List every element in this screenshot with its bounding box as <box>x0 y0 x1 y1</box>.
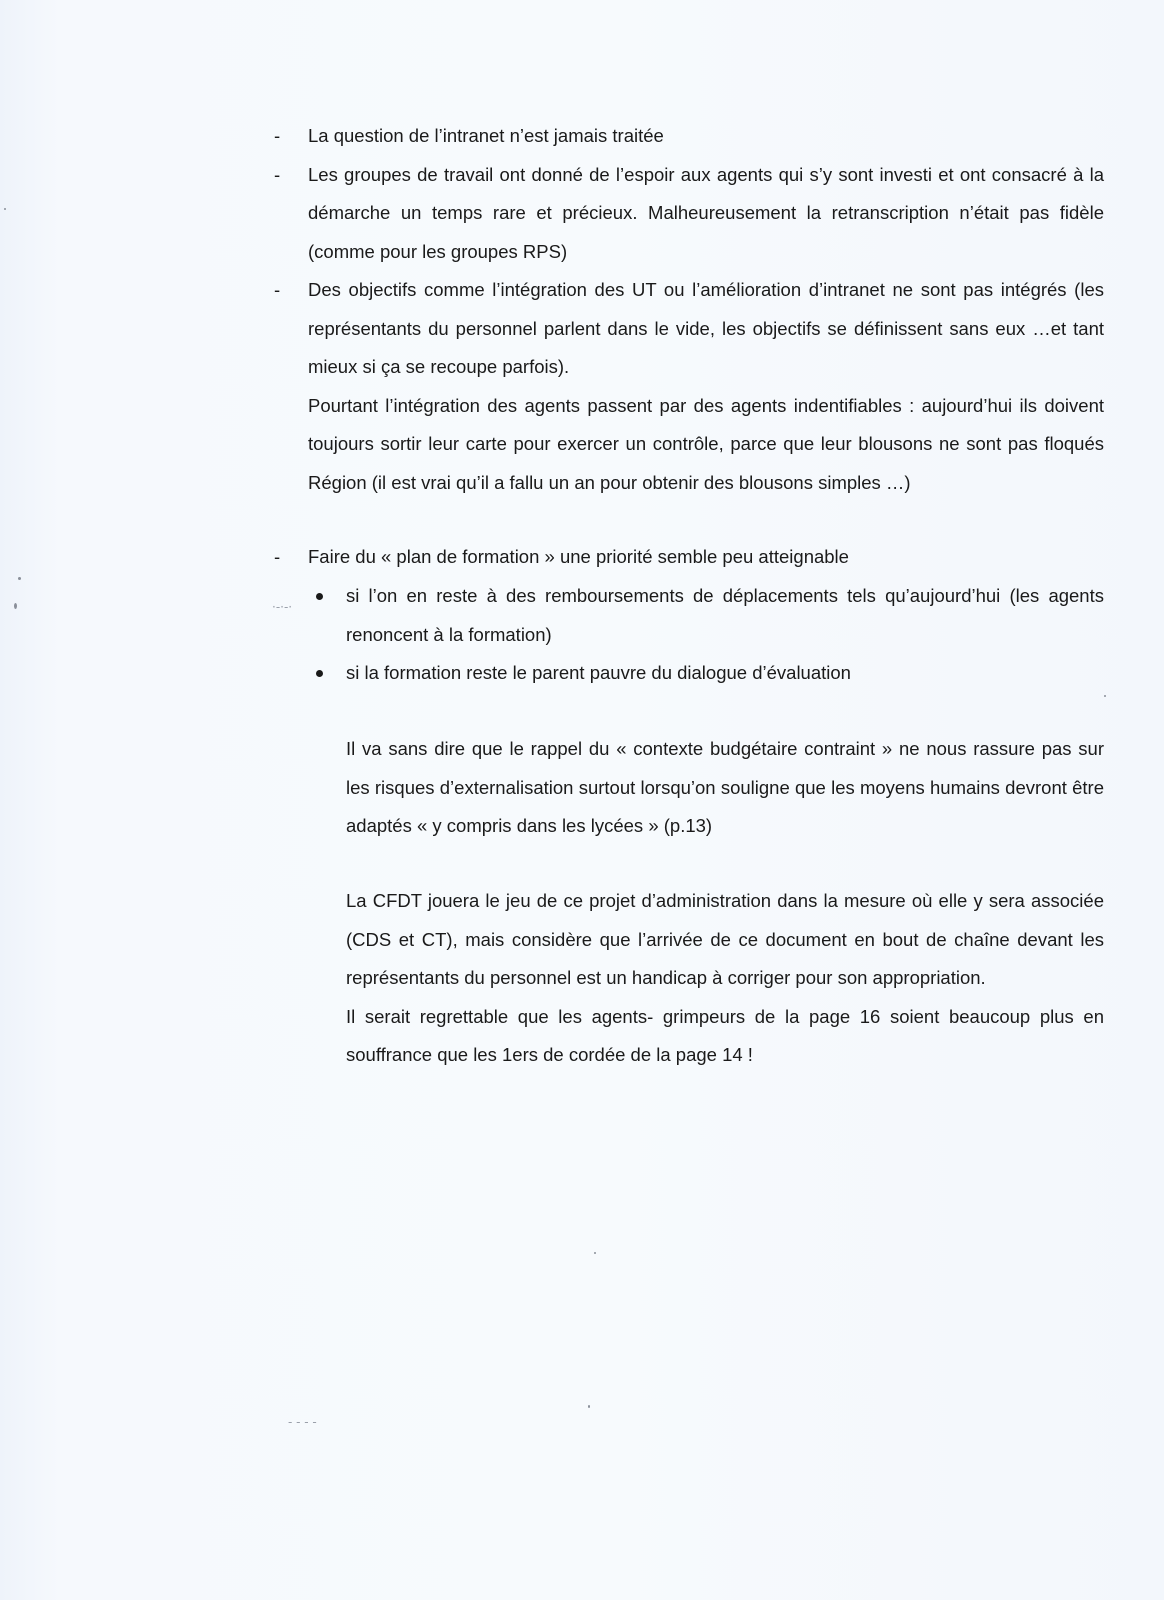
bullet-text-remboursements: si l’on en reste à des remboursements de déplacements tels qu’aujourd’hui (les agents renoncent à la formation) <box>346 585 1104 645</box>
dash-item-objectifs: - Des objectifs comme l’intégration des UT ou l’amélioration d’intranet ne sont pas intégrés (les représentants du personnel parlent dans le vide, les objectifs se définissent sans eux …et tant mieux si ça se recoupe parfois). <box>308 271 1104 387</box>
bullet-text-parent-pauvre: si la formation reste le parent pauvre du dialogue d’évaluation <box>346 662 851 683</box>
bullet-item-parent-pauvre <box>346 654 1104 693</box>
paragraph-integration-agents: Pourtant l’intégration des agents passent par des agents indentifiables : aujourd’hui ils doivent toujours sortir leur carte pour exercer un contrôle, parce que leur blousons ne sont pas floqués Région (il est vrai qu’il a fallu un an pour obtenir des blousons simples …) <box>308 394 1104 493</box>
paragraph-cfdt-text: La CFDT jouera le jeu de ce projet d’administration dans la mesure où elle y sera associée (CDS et CT), mais considère que l’arrivée de ce document en bout de chaîne devant les représentants du personnel est un handicap à corriger pour son appropriation. <box>346 890 1104 988</box>
scan-speck <box>4 208 6 210</box>
dash-list-2 <box>308 538 1104 577</box>
scan-speck <box>1104 695 1106 697</box>
paragraph-closing-text: Il serait regrettable que les agents- grimpeurs de la page 16 soient beaucoup plus en souffrance que les 1ers de cordée de la page 14 ! <box>346 1005 1104 1065</box>
bullet-dot <box>316 593 323 600</box>
bullet-item-remboursements <box>346 577 1104 654</box>
scan-speck <box>594 1252 596 1254</box>
bullet-list-formation <box>346 577 1104 693</box>
scan-speck <box>588 1405 590 1408</box>
scan-smudge: ·-·-· <box>272 600 293 614</box>
paragraph-budget <box>346 730 1104 846</box>
scan-smudge: - - - - <box>288 1415 317 1429</box>
dash-item-plan-formation: - Faire du « plan de formation » une priorité semble peu atteignable <box>308 538 1104 577</box>
paragraph-cfdt <box>346 882 1104 1075</box>
scan-speck <box>18 577 21 580</box>
dash-list-1 <box>308 117 1104 502</box>
bullet-dot <box>316 670 323 677</box>
dash-item-groupes-travail: - Les groupes de travail ont donné de l’espoir aux agents qui s’y sont investi et ont consacré à la démarche un temps rare et précieux. Malheureusement la retranscription n’était pas fidèle (comme pour les groupes RPS) <box>308 156 1104 272</box>
dash-item-intranet: - La question de l’intranet n’est jamais traitée <box>308 117 1104 156</box>
scan-speck <box>14 603 17 609</box>
paragraph-budget-text: Il va sans dire que le rappel du « contexte budgétaire contraint » ne nous rassure pas sur les risques d’externalisation surtout lorsqu’on souligne que les moyens humains devront être adaptés « y compris dans les lycées » (p.13) <box>346 738 1104 836</box>
